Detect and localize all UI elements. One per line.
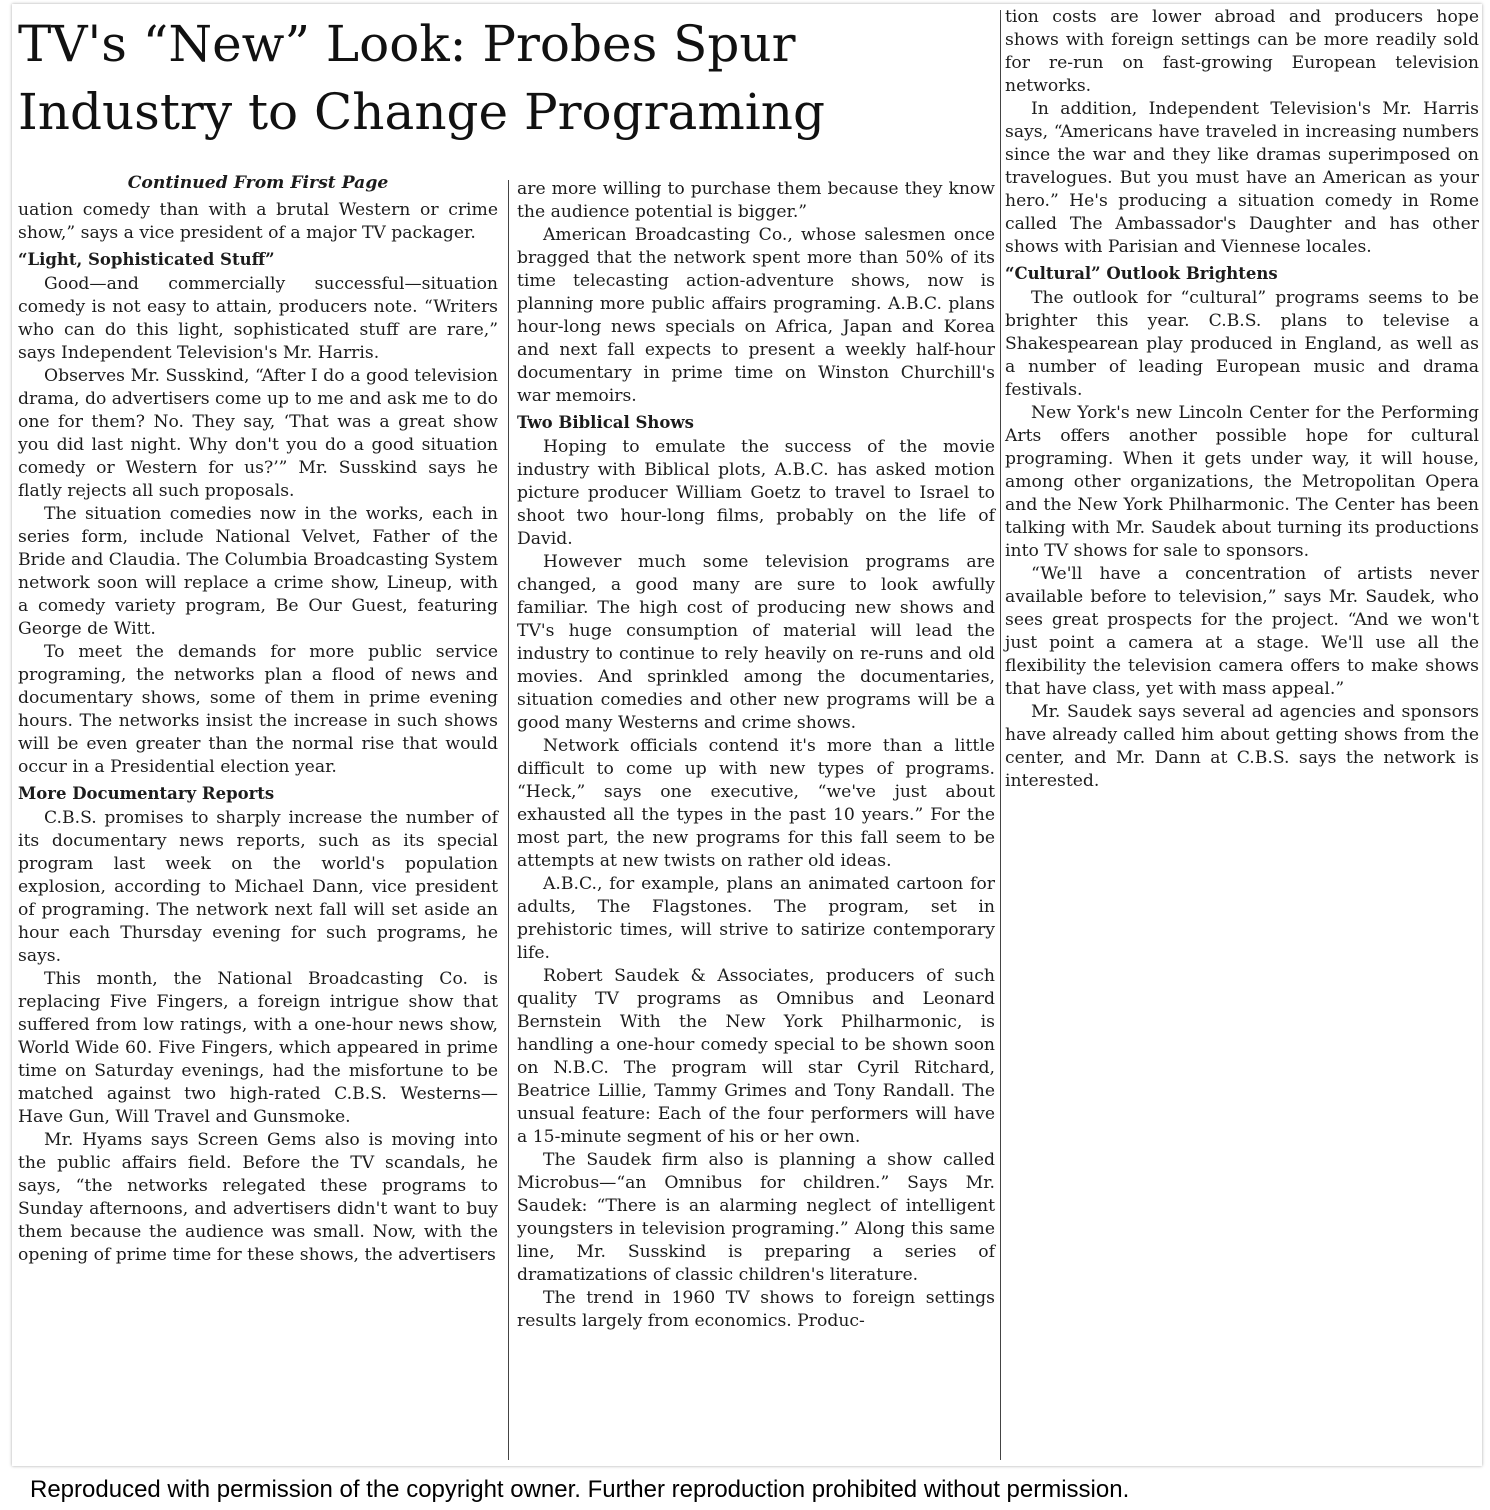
paragraph: Mr. Saudek says several ad agencies and sponsors have already called him about getting shows from the center, and Mr. Dann at C.B.S. says the network is interested. — [1005, 702, 1479, 791]
paragraph: The outlook for “cultural” programs seems to be brighter this year. C.B.S. plans to televise a Shakespearean play produced in England, as well as a number of leading European music and drama festivals. — [1005, 288, 1479, 400]
paragraph: To meet the demands for more public service programing, the networks plan a flood of news and documentary shows, some of them in prime evening hours. The networks insist the increase in such shows will be even greater than the normal rise that would occur in a Presidential election year. — [18, 642, 498, 777]
subhead: More Documentary Reports — [18, 784, 275, 803]
subhead: Two Biblical Shows — [517, 413, 694, 432]
paragraph: Good—and commercially successful—situation comedy is not easy to attain, producers note. “Writers who can do this light, sophisticated stuff are rare,” says Independent Television's Mr. Harris. — [18, 274, 498, 363]
paragraph: American Broadcasting Co., whose salesmen once bragged that the network spent more than 50% of its time telecasting action-adventure shows, now is planning more public affairs programing. A.B.C. plans hour-long news specials on Africa, Japan and Korea and next fall expects to present a weekly half-hour documentary in prime time on Winston Churchill's war memoirs. — [517, 225, 995, 406]
subhead: “Light, Sophisticated Stuff” — [18, 250, 275, 269]
paragraph: This month, the National Broadcasting Co. is replacing Five Fingers, a foreign intrigue show that suffered from low ratings, with a one-hour news show, World Wide 60. Five Fingers, which appeared in prime time on Saturday evenings, had the misfortune to be matched against two high-rated C.B.S. Westerns—Have Gun, Will Travel and Gunsmoke. — [18, 969, 498, 1127]
paragraph: A.B.C., for example, plans an animated cartoon for adults, The Flagstones. The program, set in prehistoric times, will strive to satirize contemporary life. — [517, 874, 995, 963]
paragraph: Mr. Hyams says Screen Gems also is moving into the public affairs field. Before the TV scandals, he says, “the networks relegated these programs to Sunday afternoons, and advertisers didn't want to buy them because the audience was small. Now, with the opening of prime time for these shows, the advertisers — [18, 1130, 498, 1265]
paragraph: uation comedy than with a brutal Western or crime show,” says a vice president of a major TV packager. — [18, 200, 498, 243]
paragraph: Observes Mr. Susskind, “After I do a good television drama, do advertisers come up to me and ask me to do one for them? No. They say, ‘That was a great show you did last night. Why don't you do a good situation comedy or Western for us?’” Mr. Susskind says he flatly rejects all such proposals. — [18, 366, 498, 501]
continued-kicker: Continued From First Page — [127, 173, 389, 193]
column-rule — [508, 180, 509, 1460]
paragraph: “We'll have a concentration of artists never available before to television,” says Mr. Saudek, who sees great prospects for the project. “And we won't just point a camera at a stage. We'll use all the flexibility the television camera offers to make shows that have class, yet with mass appeal.” — [1005, 564, 1479, 699]
paragraph: In addition, Independent Television's Mr. Harris says, “Americans have traveled in increasing numbers since the war and they like dramas superimposed on travelogues. But you must have an American as your hero.” He's producing a situation comedy in Rome called The Ambassador's Daughter and has other shows with Parisian and Viennese locales. — [1005, 99, 1479, 257]
article-column-1 — [18, 172, 498, 1267]
subhead: “Cultural” Outlook Brightens — [1005, 264, 1278, 283]
copyright-notice: Reproduced with permission of the copyright owner. Further reproduction prohibited without permission. — [30, 1476, 1130, 1503]
paragraph: New York's new Lincoln Center for the Performing Arts offers another possible hope for cultural programing. When it gets under way, it will house, among other organizations, the Metropolitan Opera and the New York Philharmonic. The Center has been talking with Mr. Saudek about turning its productions into TV shows for sale to sponsors. — [1005, 403, 1479, 561]
headline: TV's “New” Look: Probes Spur Industry to Change Programing — [18, 15, 825, 141]
column-rule — [1000, 10, 1001, 1460]
paragraph: The Saudek firm also is planning a show called Microbus—“an Omnibus for children.” Says Mr. Saudek: “There is an alarming neglect of intelligent youngsters in television programing.” Along this same line, Mr. Susskind is preparing a series of dramatizations of classic children's literature. — [517, 1150, 995, 1285]
paragraph: are more willing to purchase them because they know the audience potential is bigger.” — [517, 179, 995, 222]
paragraph: Hoping to emulate the success of the movie industry with Biblical plots, A.B.C. has asked motion picture producer William Goetz to travel to Israel to shoot two hour-long films, probably on the life of David. — [517, 437, 995, 549]
paragraph: However much some television programs are changed, a good many are sure to look awfully familiar. The high cost of producing new shows and TV's huge consumption of material will lead the industry to continue to rely heavily on re-runs and old movies. And sprinkled among the documentaries, situation comedies and other new programs will be a good many Westerns and crime shows. — [517, 552, 995, 733]
paragraph: The situation comedies now in the works, each in series form, include National Velvet, Father of the Bride and Claudia. The Columbia Broadcasting System network soon will replace a crime show, Lineup, with a comedy variety program, Be Our Guest, featuring George de Witt. — [18, 504, 498, 639]
paragraph: tion costs are lower abroad and producers hope shows with foreign settings can be more readily sold for re-run on fast-growing European television networks. — [1005, 7, 1479, 96]
paragraph: The trend in 1960 TV shows to foreign settings results largely from economics. Produc- — [517, 1288, 995, 1331]
paragraph: C.B.S. promises to sharply increase the number of its documentary news reports, such as its special program last week on the world's population explosion, according to Michael Dann, vice president of programing. The network next fall will set aside an hour each Thursday evening for such programs, he says. — [18, 808, 498, 966]
paragraph: Network officials contend it's more than a little difficult to come up with new types of programs. “Heck,” says one executive, “we've just about exhausted all the types in the past 10 years.” For the most part, the new programs for this fall seem to be attempts at new twists on rather old ideas. — [517, 736, 995, 871]
article-column-3 — [1005, 6, 1479, 793]
article-column-2 — [517, 178, 995, 1333]
paragraph: Robert Saudek & Associates, producers of such quality TV programs as Omnibus and Leonard Bernstein With the New York Philharmonic, is handling a one-hour comedy special to be shown soon on N.B.C. The program will star Cyril Ritchard, Beatrice Lillie, Tammy Grimes and Tony Randall. The unsual feature: Each of the four performers will have a 15-minute segment of his or her own. — [517, 966, 995, 1147]
